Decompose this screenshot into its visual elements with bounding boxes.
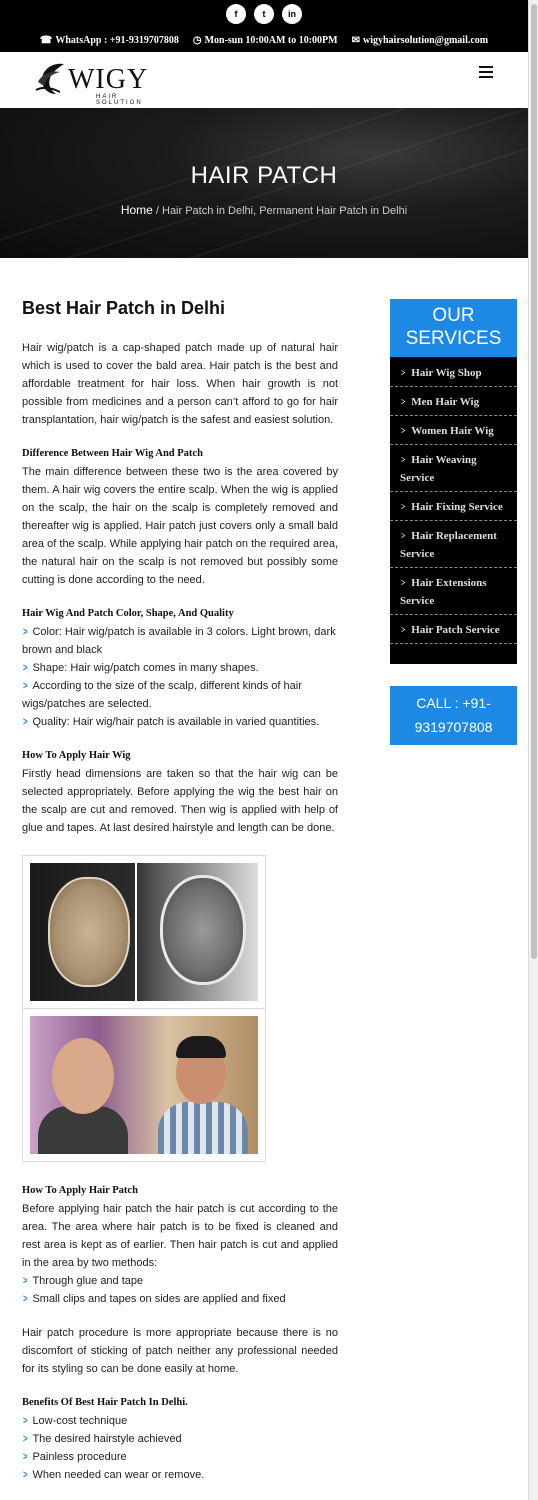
list-item: > When needed can wear or remove. (22, 1466, 338, 1484)
chevron-right-icon: > (400, 501, 406, 513)
breadcrumb-current: Hair Patch in Delhi, Permanent Hair Patch in Delhi (162, 205, 408, 217)
email-contact[interactable] (352, 35, 489, 46)
diff-heading: Difference Between Hair Wig And Patch (22, 448, 203, 459)
article-title: Best Hair Patch in Delhi (22, 298, 226, 318)
apply-wig-heading: How To Apply Hair Wig (22, 750, 131, 761)
chevron-right-icon: > (400, 577, 406, 589)
breadcrumb-home-link[interactable]: Home (120, 203, 153, 217)
chevron-right-icon: > (400, 624, 406, 636)
chevron-right-icon: > (22, 662, 28, 674)
intro-paragraph: Hair wig/patch is a cap-shaped patch made up of natural hair which is used to cover the bald area. Hair patch is the best and affordable treatment for hair loss. When hair growth is not possible from medicines and a person can’t afford to go for hair transplantation, hair wig/patch is the safest and easiest solution. (22, 342, 338, 426)
logo-face-icon (34, 60, 72, 98)
top-bar (0, 0, 528, 52)
service-link-hair-wig-shop[interactable]: > Hair Wig Shop (390, 358, 517, 387)
list-item: > The desired hairstyle achieved (22, 1430, 338, 1448)
diff-paragraph: The main difference between these two is the area covered by them. A hair wig covers the entire scalp. When the wig is applied on the scalp, the hair on the scalp is completely removed and thereafter wig is applied. Hair patch just covers only a small bald area of the scalp. While applying hair patch on the required area, the natural hair on the scalp is not removed but possibly some cutting is done according to the need. (22, 466, 338, 586)
scrollbar-thumb[interactable] (531, 4, 537, 959)
quality-heading: Hair Wig And Patch Color, Shape, And Quality (22, 608, 234, 619)
service-link-hair-fixing[interactable]: > Hair Fixing Service (390, 492, 517, 521)
apply-wig-paragraph: Firstly head dimensions are taken so that the hair wig can be selected appropriately. Before applying the wig the best hair on the scalp are cut and removed. Then wig is applied with help of glue and tapes. At last desired hairstyle and length can be done. (22, 768, 338, 834)
chevron-right-icon: > (22, 680, 28, 692)
list-item: > Shape: Hair wig/patch comes in many shapes. (22, 659, 338, 677)
page-title: HAIR PATCH (190, 162, 338, 189)
list-item: > Painless procedure (22, 1448, 338, 1466)
chevron-right-icon: > (22, 1275, 28, 1287)
menu-hamburger-icon[interactable] (479, 66, 493, 78)
procedure-paragraph: Hair patch procedure is more appropriate because there is no discomfort of sticking of patch neither any professional needed for its styling so can be done easily at home. (22, 1327, 338, 1375)
page-banner (0, 108, 528, 258)
chevron-right-icon: > (400, 530, 406, 542)
chevron-right-icon: > (22, 1469, 28, 1481)
main-content (22, 298, 338, 1484)
linkedin-icon[interactable]: in (282, 4, 302, 24)
phone-icon: ☎ (39, 35, 53, 46)
service-link-hair-replacement[interactable]: > Hair Replacement Service (390, 521, 517, 568)
hair-patch-product-image (22, 855, 266, 1009)
chevron-right-icon: > (400, 454, 406, 466)
contact-info (0, 35, 528, 46)
chevron-right-icon: > (22, 716, 28, 728)
benefits-heading: Benefits Of Best Hair Patch In Delhi. (22, 1397, 188, 1408)
services-title: OUR SERVICES (390, 299, 517, 357)
list-item: > Low-cost technique (22, 1412, 338, 1430)
apply-patch-heading: How To Apply Hair Patch (22, 1185, 138, 1196)
breadcrumb-separator: / (152, 205, 162, 217)
twitter-icon[interactable]: t (254, 4, 274, 24)
email-text: wigyhairsolution@gmail.com (363, 35, 489, 46)
apply-patch-paragraph: Before applying hair patch the hair patch is cut according to the area. The area where hair patch is to be fixed is cleaned and rest area is kept as of earlier. Then hair patch is cut and applied in the area by two methods: (22, 1203, 338, 1269)
whatsapp-text: WhatsApp : +91-9319707808 (55, 35, 179, 46)
service-link-hair-weaving[interactable]: > Hair Weaving Service (390, 445, 517, 492)
chevron-right-icon: > (400, 367, 406, 379)
chevron-right-icon: > (400, 396, 406, 408)
before-after-image (22, 1009, 266, 1162)
call-button[interactable]: CALL : +91- 9319707808 (390, 686, 517, 745)
social-links (0, 4, 528, 24)
services-list (390, 357, 517, 664)
breadcrumb (0, 203, 528, 217)
chevron-right-icon: > (22, 626, 28, 638)
site-logo[interactable] (34, 58, 154, 106)
site-header (0, 52, 528, 108)
opening-hours (193, 35, 338, 46)
list-item: > Small clips and tapes on sides are applied and fixed (22, 1290, 338, 1308)
clock-icon: ◷ (192, 35, 202, 46)
list-item: > Color: Hair wig/patch is available in 3 colors. Light brown, dark brown and black (22, 623, 338, 659)
quality-list (22, 623, 338, 731)
service-link-women-hair-wig[interactable]: > Women Hair Wig (390, 416, 517, 445)
logo-wordmark: WIGY (68, 64, 149, 95)
logo-tagline: HAIR SOLUTION (96, 94, 143, 106)
envelope-icon: ✉ (351, 35, 360, 46)
facebook-icon[interactable]: f (226, 4, 246, 24)
chevron-right-icon: > (22, 1415, 28, 1427)
hours-text: Mon-sun 10:00AM to 10:00PM (204, 35, 338, 46)
list-item: > According to the size of the scalp, different kinds of hair wigs/patches are selected. (22, 677, 338, 713)
service-link-men-hair-wig[interactable]: > Men Hair Wig (390, 387, 517, 416)
service-link-hair-patch[interactable]: > Hair Patch Service (390, 615, 517, 644)
chevron-right-icon: > (22, 1293, 28, 1305)
chevron-right-icon: > (22, 1451, 28, 1463)
apply-patch-list (22, 1272, 338, 1308)
service-link-hair-extensions[interactable]: > Hair Extensions Service (390, 568, 517, 615)
chevron-right-icon: > (400, 425, 406, 437)
chevron-right-icon: > (22, 1433, 28, 1445)
benefits-list (22, 1412, 338, 1484)
page-scrollbar[interactable] (528, 0, 538, 1500)
services-sidebar (390, 299, 517, 745)
whatsapp-contact[interactable] (40, 35, 179, 46)
list-item: > Through glue and tape (22, 1272, 338, 1290)
list-item: > Quality: Hair wig/hair patch is available in varied quantities. (22, 713, 338, 731)
